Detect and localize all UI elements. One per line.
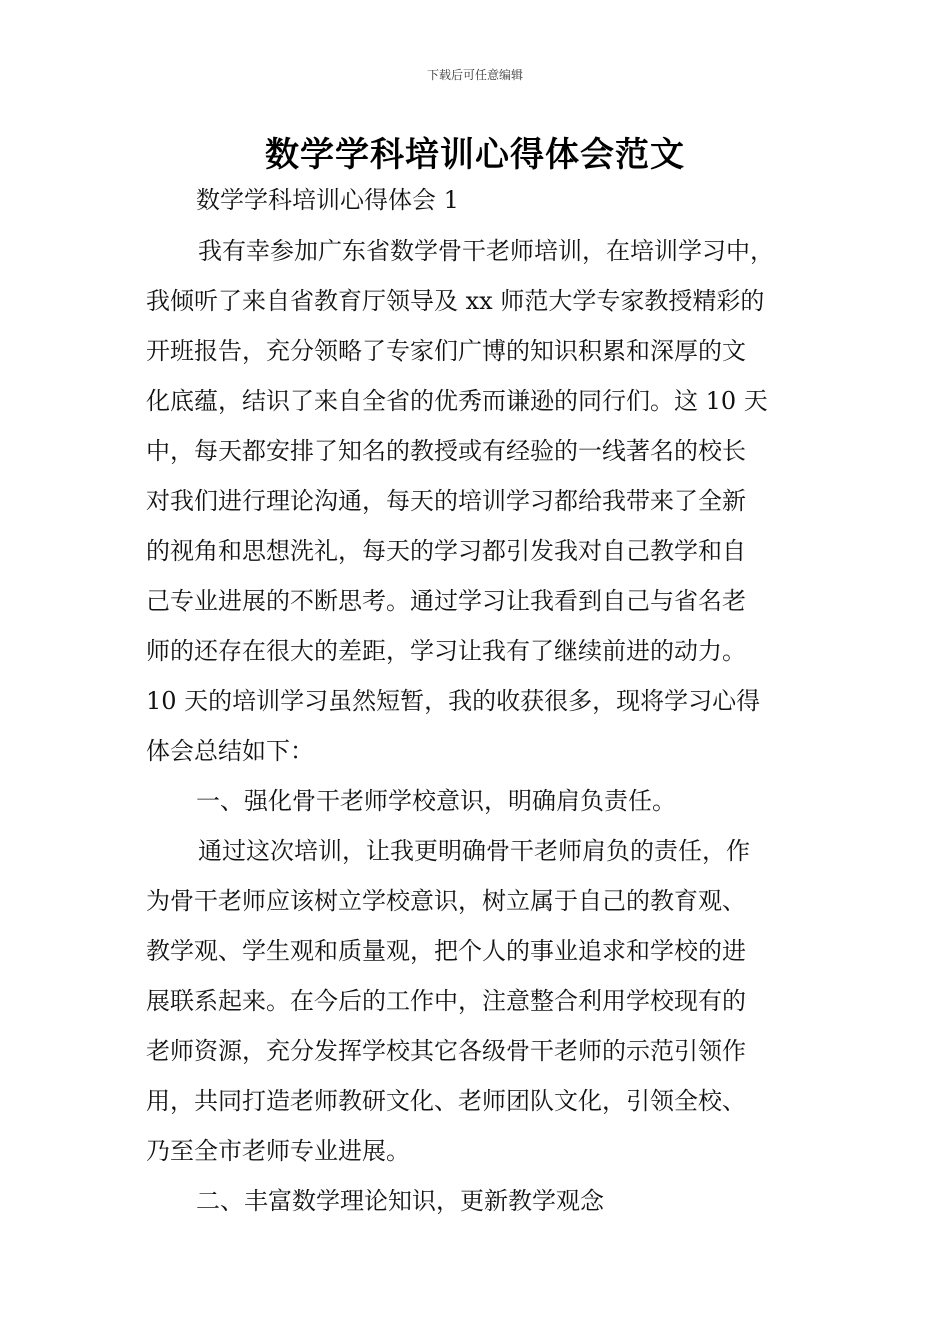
paragraph-line: 开班报告，充分领略了专家们广博的知识积累和深厚的文 [146,337,746,365]
paragraph-line: 展联系起来。在今后的工作中，注意整合利用学校现有的 [146,987,746,1015]
paragraph-line: 己专业进展的不断思考。通过学习让我看到自己与省名老 [146,587,746,615]
paragraph-line: 老师资源，充分发挥学校其它各级骨干老师的示范引领作 [146,1037,746,1065]
paragraph-line: 我有幸参加广东省数学骨干老师培训，在培训学习中， [198,237,774,265]
paragraph-line: 乃至全市老师专业进展。 [146,1137,410,1165]
paragraph-line: 化底蕴，结识了来自全省的优秀而谦逊的同行们。这 10 天 [146,387,768,415]
paragraph-line: 教学观、学生观和质量观，把个人的事业追求和学校的进 [146,937,746,965]
page-header-note: 下载后可任意编辑 [426,68,523,82]
paragraph-line: 的视角和思想洗礼，每天的学习都引发我对自己教学和自 [146,537,746,565]
paragraph-line: 通过这次培训，让我更明确骨干老师肩负的责任，作 [198,837,750,865]
paragraph-line: 我倾听了来自省教育厅领导及 xx 师范大学专家教授精彩的 [146,287,765,315]
paragraph-line: 中，每天都安排了知名的教授或有经验的一线著名的校长 [146,437,746,465]
paragraph-line: 为骨干老师应该树立学校意识，树立属于自己的教育观、 [146,887,746,915]
paragraph-line: 10 天的培训学习虽然短暂，我的收获很多，现将学习心得 [146,687,761,715]
paragraph-line: 用，共同打造老师教研文化、老师团队文化，引领全校、 [146,1087,746,1115]
paragraph-line: 对我们进行理论沟通，每天的培训学习都给我带来了全新 [146,487,746,515]
document-title: 数学学科培训心得体会范文 [265,135,685,175]
section-heading-2: 二、丰富数学理论知识，更新教学观念 [196,1187,604,1215]
subtitle: 数学学科培训心得体会 1 [196,186,459,214]
paragraph-line: 体会总结如下： [146,737,314,765]
paragraph-line: 师的还存在很大的差距，学习让我有了继续前进的动力。 [146,637,746,665]
section-heading-1: 一、强化骨干老师学校意识，明确肩负责任。 [196,787,676,815]
